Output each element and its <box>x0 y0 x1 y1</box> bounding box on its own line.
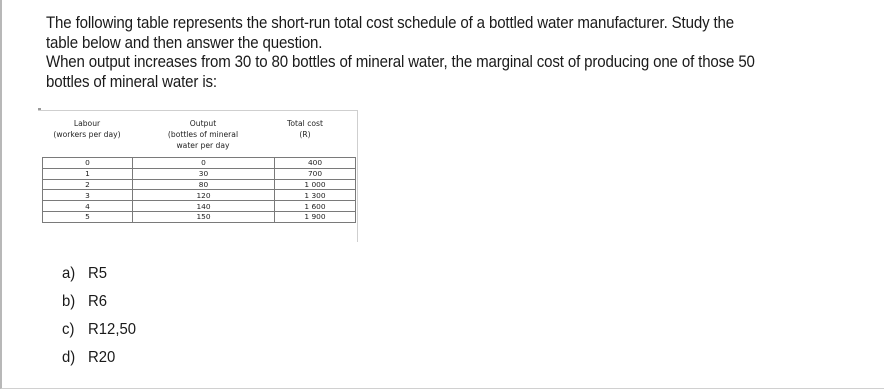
output-cell: 30 <box>133 168 275 179</box>
output-cell: 140 <box>133 201 275 212</box>
labour-cell: 0 <box>43 158 133 169</box>
question-line: When output increases from 30 to 80 bottles of mineral water, the marginal cost of producing one of those 50 <box>46 53 755 71</box>
header-output-line: water per day <box>176 141 230 150</box>
cost-cell: 1 600 <box>275 201 356 212</box>
option-text: R20 <box>88 349 116 366</box>
option-a[interactable] <box>62 260 136 288</box>
question-line: table below and then answer the question. <box>46 33 323 52</box>
output-cell: 120 <box>133 190 275 201</box>
cost-cell: 700 <box>275 168 356 179</box>
table-row <box>43 179 356 190</box>
labour-cell: 5 <box>43 211 133 222</box>
table-row <box>43 168 356 179</box>
cost-cell: 1 900 <box>275 211 356 222</box>
option-letter: b) <box>62 293 76 310</box>
header-output <box>132 118 274 151</box>
question-line: The following table represents the short-run total cost schedule of a bottled water manufacturer. Study the <box>46 14 735 32</box>
header-output-line: Output <box>189 119 217 128</box>
cost-cell: 1 000 <box>275 179 356 190</box>
table-row <box>43 158 356 169</box>
header-labour <box>42 118 132 140</box>
option-text: R6 <box>88 293 108 310</box>
output-cell: 0 <box>133 158 275 169</box>
question-text <box>46 14 790 92</box>
option-b[interactable] <box>62 288 136 316</box>
option-text: R12,50 <box>88 321 137 338</box>
header-labour-line: (workers per day) <box>53 130 121 139</box>
labour-cell: 1 <box>43 168 133 179</box>
option-d[interactable] <box>62 344 136 372</box>
option-letter: c) <box>62 321 75 338</box>
output-cell: 80 <box>133 179 275 190</box>
header-cost-line: (R) <box>299 130 311 139</box>
answer-options <box>62 260 136 372</box>
option-c[interactable] <box>62 316 136 344</box>
cost-cell: 400 <box>275 158 356 169</box>
labour-cell: 3 <box>43 190 133 201</box>
header-cost-line: Total cost <box>287 119 323 128</box>
labour-cell: 4 <box>43 201 133 212</box>
cost-cell: 1 300 <box>275 190 356 201</box>
option-letter: a) <box>62 265 76 282</box>
header-total-cost <box>274 118 336 140</box>
header-labour-line: Labour <box>73 119 101 128</box>
option-text: R5 <box>88 265 108 282</box>
question-line: bottles of mineral water is: <box>46 72 217 91</box>
table-row <box>43 201 356 212</box>
labour-cell: 2 <box>43 179 133 190</box>
output-cell: 150 <box>133 211 275 222</box>
table-row <box>43 211 356 222</box>
cost-table <box>42 157 356 223</box>
header-output-line: (bottles of mineral <box>167 130 239 139</box>
option-letter: d) <box>62 349 76 366</box>
table-row <box>43 190 356 201</box>
